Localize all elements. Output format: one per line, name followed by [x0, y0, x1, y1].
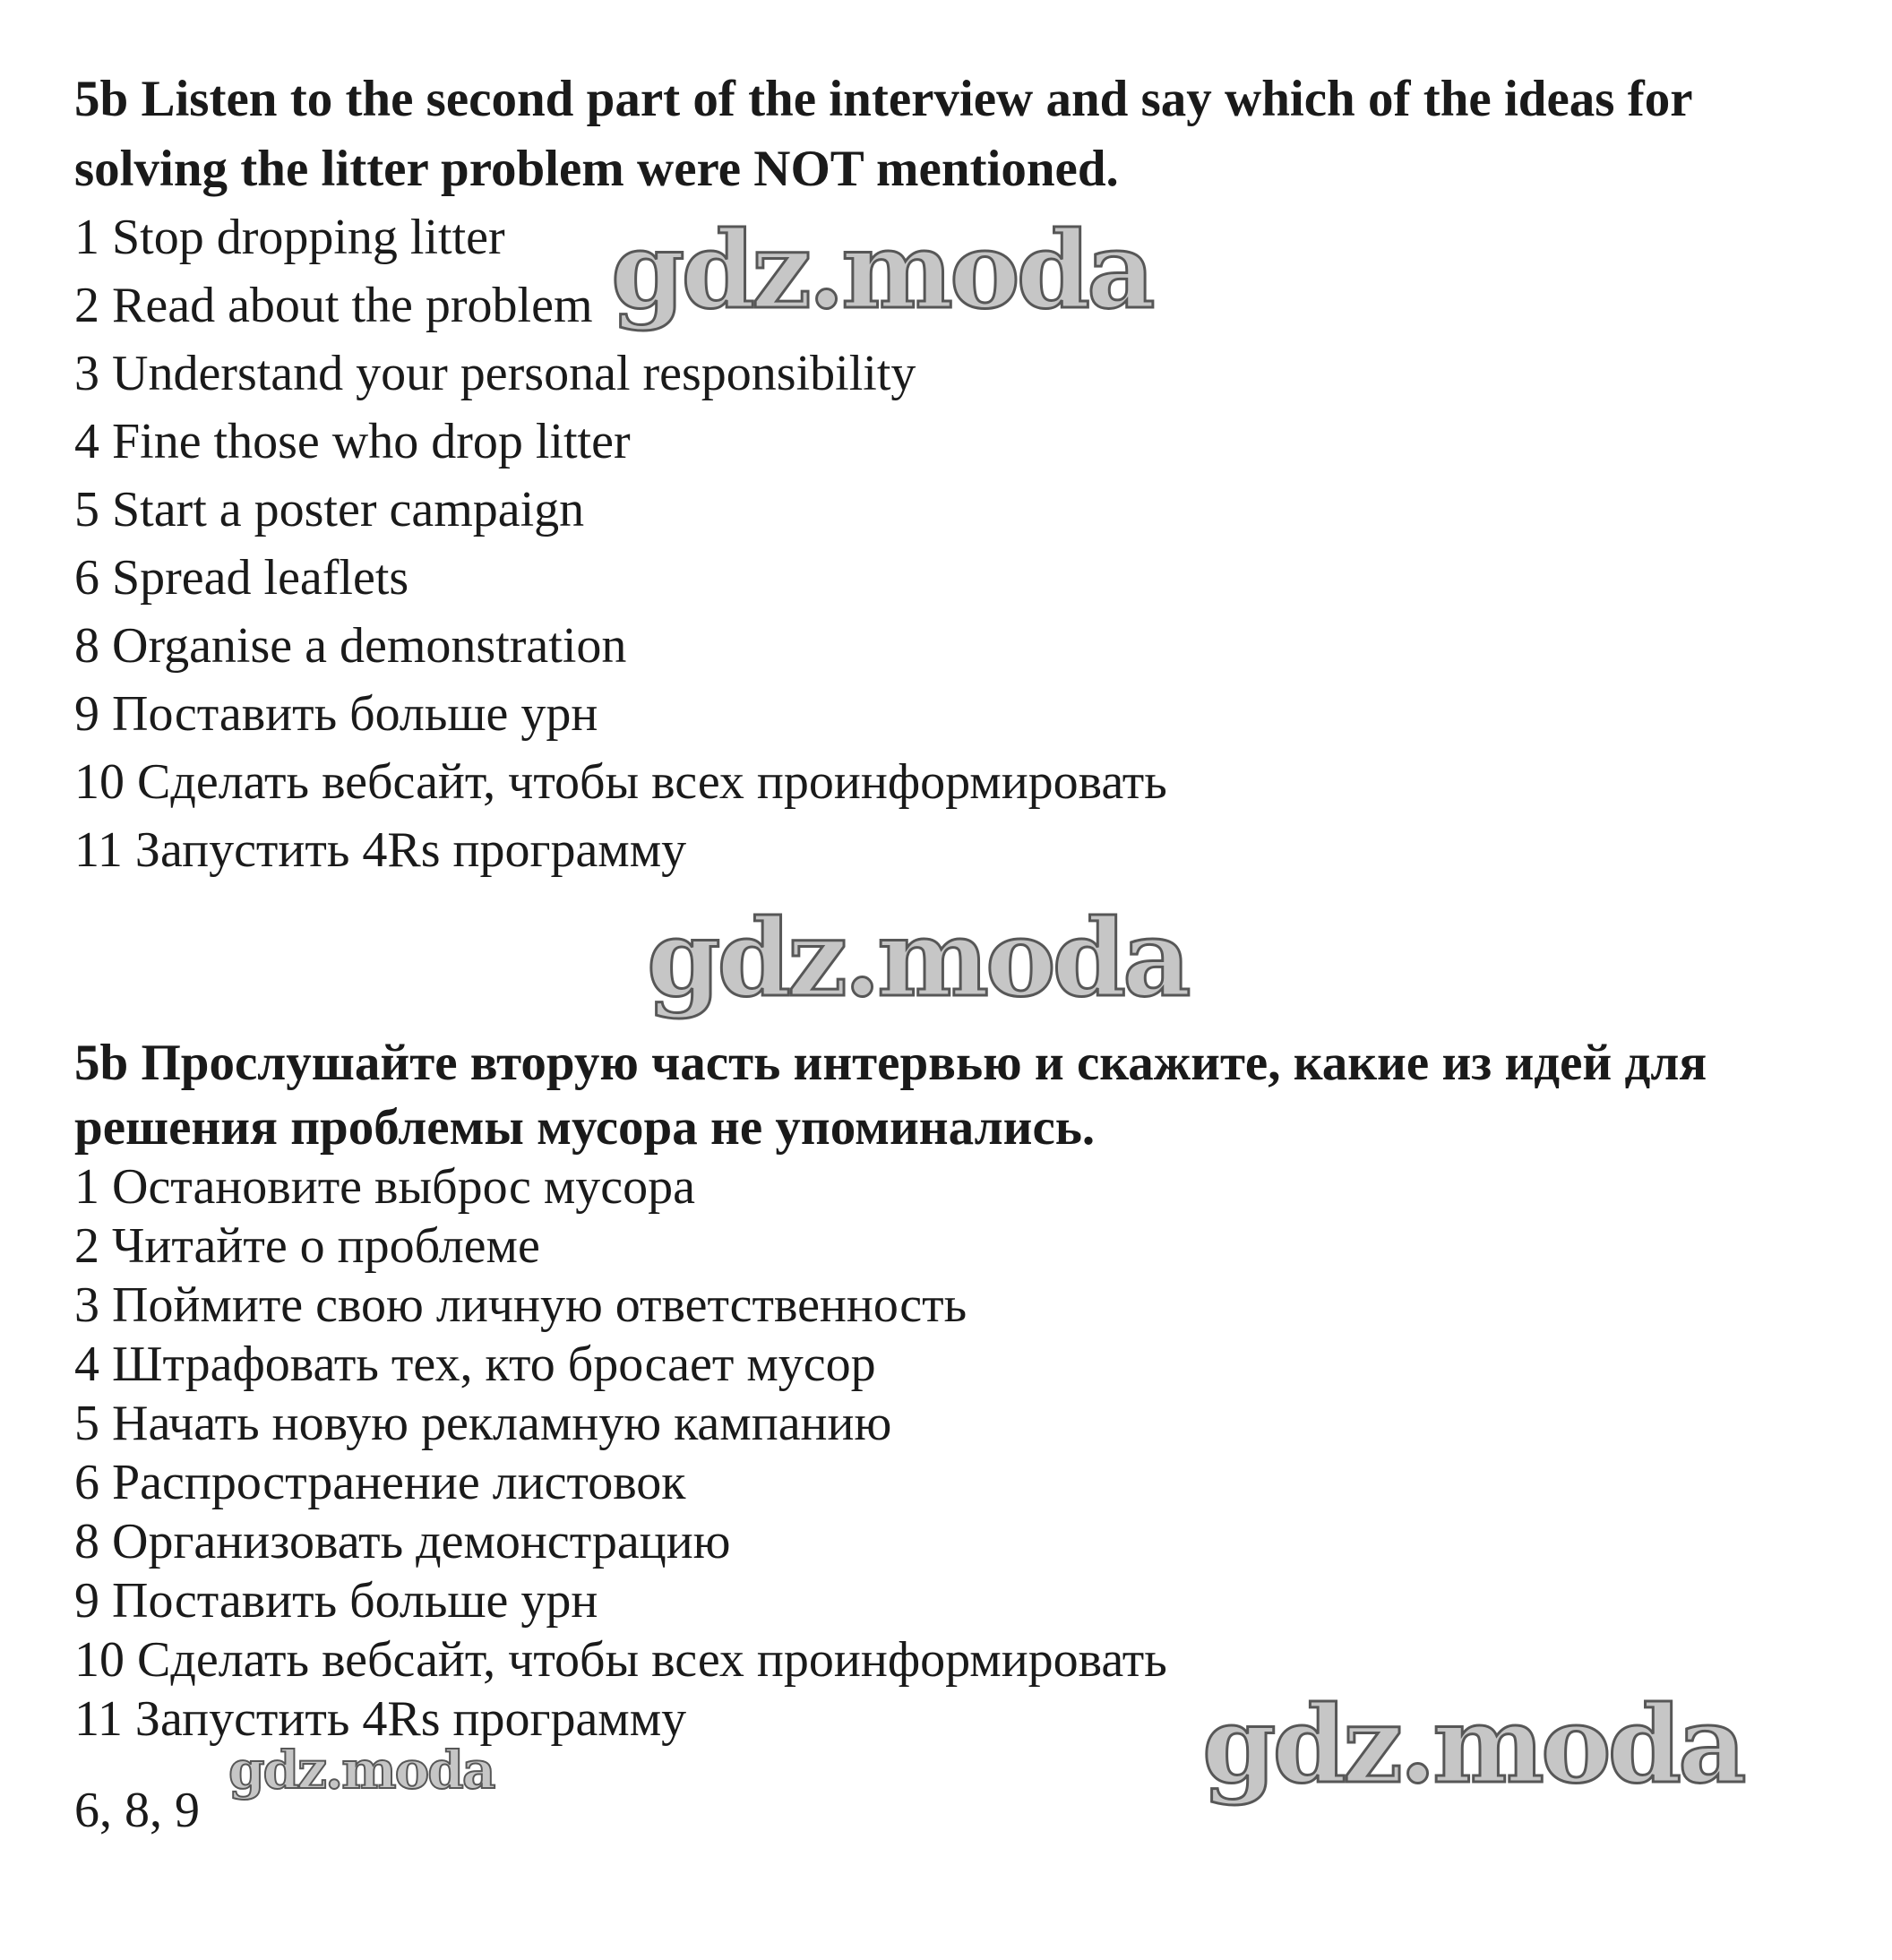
english-item-11: 11 Запустить 4Rs программу — [74, 822, 687, 878]
russian-item-8: 8 Организовать демонстрацию — [74, 1514, 731, 1569]
russian-item-5: 5 Начать новую рекламную кампанию — [74, 1396, 892, 1451]
russian-item-6: 6 Распространение листовок — [74, 1455, 686, 1510]
watermark-logo: gdz.moda — [1202, 1682, 1743, 1807]
russian-item-11: 11 Запустить 4Rs программу — [74, 1691, 687, 1747]
english-item-2: 2 Read about the problem — [74, 278, 593, 333]
russian-item-1: 1 Остановите выброс мусора — [74, 1159, 695, 1215]
russian-heading-line1: 5b Прослушайте вторую часть интервью и скажите, какие из идей для — [74, 1035, 1707, 1091]
english-item-6: 6 Spread leaflets — [74, 550, 409, 606]
answer-text: 6, 8, 9 — [74, 1783, 200, 1838]
english-item-1: 1 Stop dropping litter — [74, 210, 505, 265]
english-item-9: 9 Поставить больше урн — [74, 686, 598, 742]
english-item-8: 8 Organise a demonstration — [74, 618, 627, 674]
english-heading-line2: solving the litter problem were NOT mentioned. — [74, 141, 1119, 197]
english-heading-line1: 5b Listen to the second part of the interview and say which of the ideas for — [74, 71, 1693, 127]
english-item-3: 3 Understand your personal responsibility — [74, 346, 916, 401]
russian-heading-line2: решения проблемы мусора не упоминались. — [74, 1099, 1096, 1156]
watermark-logo: gdz.moda — [228, 1740, 494, 1801]
russian-item-10: 10 Сделать вебсайт, чтобы всех проинформировать — [74, 1632, 1167, 1688]
english-item-5: 5 Start a poster campaign — [74, 482, 585, 537]
russian-item-2: 2 Читайте о проблеме — [74, 1218, 540, 1274]
english-item-4: 4 Fine those who drop litter — [74, 414, 631, 469]
russian-item-9: 9 Поставить больше урн — [74, 1573, 598, 1629]
english-item-10: 10 Сделать вебсайт, чтобы всех проинформировать — [74, 754, 1167, 810]
watermark-logo: gdz.moda — [647, 896, 1188, 1020]
russian-item-4: 4 Штрафовать тех, кто бросает мусор — [74, 1337, 876, 1392]
russian-item-3: 3 Поймите свою личную ответственность — [74, 1277, 968, 1333]
watermark-logo: gdz.moda — [611, 208, 1152, 332]
